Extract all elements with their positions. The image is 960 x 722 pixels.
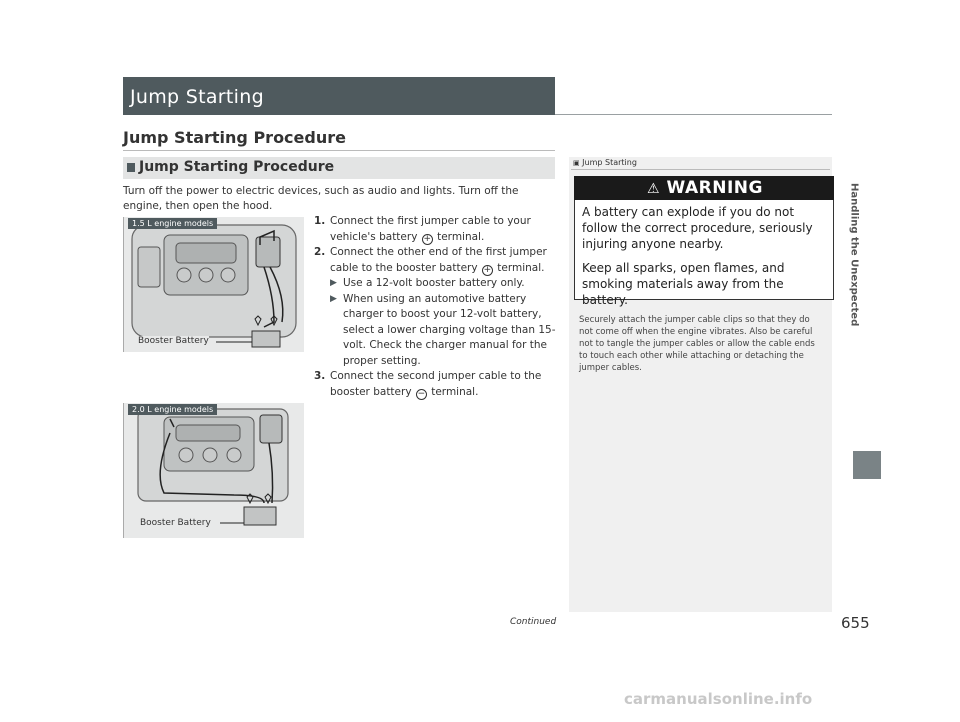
bullet-2 <box>314 292 559 370</box>
chapter-tab-marker <box>853 451 881 479</box>
section-rule <box>123 150 555 151</box>
panel-header-text: Jump Starting <box>582 158 637 167</box>
step-text-end: terminal. <box>437 230 485 243</box>
figure-caption: Booster Battery <box>140 518 211 528</box>
page-number: 655 <box>841 614 870 632</box>
chapter-tab-label: Handling the Unexpected <box>848 183 860 327</box>
plus-terminal-icon: + <box>423 233 432 244</box>
figure-tag: 1.5 L engine models <box>128 218 217 229</box>
warning-triangle-icon: ⚠ <box>647 181 661 197</box>
warning-paragraph-2: Keep all sparks, open flames, and smoking materials away from the battery. <box>582 261 785 307</box>
minus-terminal-icon: − <box>417 388 426 399</box>
continued-label: Continued <box>510 617 557 627</box>
warning-text <box>582 204 826 316</box>
note-marker-icon: ▣ <box>573 159 580 167</box>
section-title: Jump Starting Procedure <box>123 128 346 147</box>
step-number: 2. <box>314 246 326 258</box>
step-text: Connect the other end of the first jumper cable to the booster battery <box>330 246 547 274</box>
step-number: 1. <box>314 215 326 227</box>
warning-paragraph-1: A battery can explode if you do not follow the correct procedure, seriously injuring anyone nearby. <box>582 205 813 251</box>
warning-title <box>600 178 810 198</box>
step-text-end: terminal. <box>431 385 479 398</box>
square-bullet-icon <box>127 163 135 172</box>
bullet-text: When using an automotive battery charger to boost your 12-volt battery, select a lower charging voltage than 15-volt. Check the charger manual for the proper setting. <box>343 292 556 367</box>
page-title: Jump Starting <box>130 86 264 108</box>
plus-terminal-icon: + <box>483 264 492 275</box>
intro-text: Turn off the power to electric devices, such as audio and lights. Turn off the engine, then open the hood. <box>123 185 519 212</box>
step-2 <box>314 245 559 276</box>
bullet-text: Use a 12-volt booster battery only. <box>343 277 525 289</box>
subsection-title: Jump Starting Procedure <box>139 159 335 175</box>
arrow-right-icon: ▶ <box>330 293 337 304</box>
step-text: Connect the first jumper cable to your vehicle's battery <box>330 215 531 243</box>
header-rule <box>555 114 832 115</box>
engine-figure-1 <box>123 217 304 352</box>
step-3 <box>314 369 559 400</box>
panel-header-rule <box>571 169 830 170</box>
figure-tag: 2.0 L engine models <box>128 404 217 415</box>
steps-list <box>314 214 559 400</box>
arrow-right-icon: ▶ <box>330 278 337 288</box>
step-number: 3. <box>314 370 326 382</box>
panel-note: Securely attach the jumper cable clips so that they do not come off when the engine vibrates. Also be careful not to tangle the jumper cables or allow the cable ends to touch each other while attaching or detaching the jumper cables. <box>579 315 815 373</box>
watermark: carmanualsonline.info <box>624 690 813 708</box>
step-1 <box>314 214 559 245</box>
figure-caption: Booster Battery <box>138 336 209 346</box>
step-text: Connect the second jumper cable to the booster battery <box>330 370 542 398</box>
engine-illustration-icon <box>124 217 304 352</box>
warning-title-text: WARNING <box>666 178 763 198</box>
step-text-end: terminal. <box>497 261 545 274</box>
bullet-1 <box>314 276 559 292</box>
panel-header <box>573 158 637 167</box>
engine-figure-2 <box>123 403 304 538</box>
